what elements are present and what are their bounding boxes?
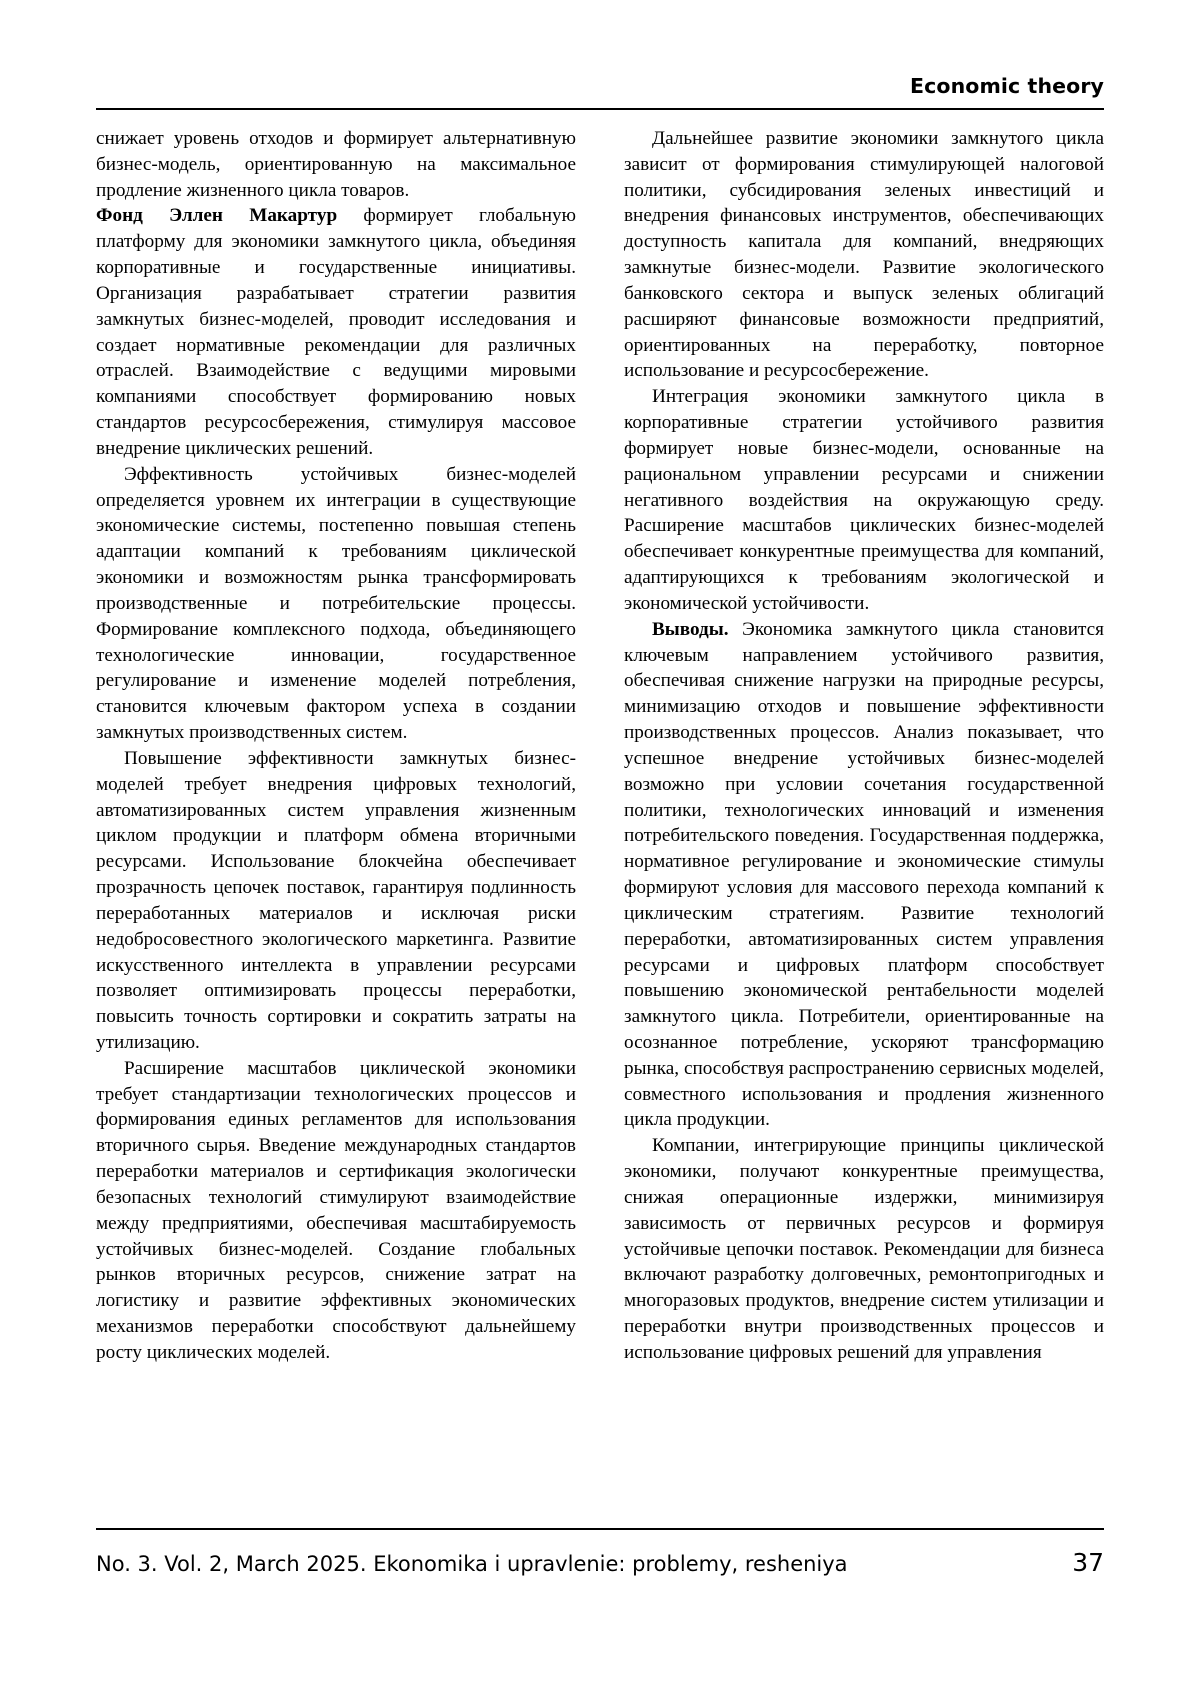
footer-citation: No. 3. Vol. 2, March 2025. Ekonomika i upravlenie: problemy, resheniya <box>96 1552 848 1576</box>
right-text-column <box>624 126 1104 1516</box>
body-paragraph <box>624 617 1104 1134</box>
paragraph-text: Компании, интегрирующие принципы циклической экономики, получают конкурентные преимущества, снижая операционные издержки, минимизируя зависимость от первичных ресурсов и формируя устойчивые цепочки поставок. Рекомендации для бизнеса включают разработку долговечных, ремонтопригодных и многоразовых продуктов, внедрение систем утилизации и переработки внутри производственных процессов и использование цифровых решений для управления <box>624 1135 1104 1363</box>
article-body <box>96 126 1104 1516</box>
body-paragraph <box>96 126 576 203</box>
section-title: Economic theory <box>910 74 1104 98</box>
paragraph-text: Дальнейшее развитие экономики замкнутого цикла зависит от формирования стимулирующей налоговой политики, субсидирования зеленых инвестиций и внедрения финансовых инструментов, обеспечивающих доступность капитала для компаний, внедряющих замкнутые бизнес-модели. Развитие экологического банковского сектора и выпуск зеленых облигаций расширяют финансовые возможности предприятий, ориентированных на переработку, повторное использование и ресурсосбережение. <box>624 128 1104 382</box>
paragraph-text: Эффективность устойчивых бизнес-моделей определяется уровнем их интеграции в существующие экономические системы, постепенно повышая степень адаптации компаний к требованиям циклической экономики и возможностям рынка трансформировать производственные и потребительские процессы. Формирование комплексного подхода, объединяющего технологические инновации, государственное регулирование и изменение моделей потребления, становится ключевым фактором успеха в создании замкнутых производственных систем. <box>96 463 576 744</box>
paragraph-text: Расширение масштабов циклической экономики требует стандартизации технологических процессов и формирования единых регламентов для использования вторичного сырья. Введение международных стандартов переработки материалов и сертификация экологически безопасных технологий стимулируют взаимодействие между предприятиями, обеспечивая масштабируемость устойчивых бизнес-моделей. Создание глобальных рынков вторичных ресурсов, снижение затрат на логистику и развитие эффективных экономических механизмов переработки способствуют дальнейшему росту циклических моделей. <box>96 1057 576 1363</box>
page-number: 37 <box>1072 1548 1104 1577</box>
body-paragraph <box>96 462 576 746</box>
paragraph-text: Экономика замкнутого цикла становится ключевым направлением устойчивого развития, обеспечивая снижение нагрузки на природные ресурсы, минимизацию отходов и повышение эффективности производственных процессов. Анализ показывает, что успешное внедрение устойчивых бизнес-моделей возможно при условии сочетания государственной политики, технологических инноваций и изменения потребительского поведения. Государственная поддержка, нормативное регулирование и экономические стимулы формируют условия для массового перехода компаний к циклическим стратегиям. Развитие технологий переработки, автоматизированных систем управления ресурсами и цифровых платформ способствует повышению экономической рентабельности моделей замкнутого цикла. Потребители, ориентированные на осознанное потребление, ускоряют трансформацию рынка, способствуя распространению сервисных моделей, совместного использования и продления жизненного цикла продукции. <box>624 618 1104 1131</box>
footer-divider <box>96 1528 1104 1530</box>
body-paragraph <box>96 746 576 1056</box>
paragraph-text: формирует глобальную платформу для экономики замкнутого цикла, объединяя корпоративные и государственные инициативы. Организация разрабатывает стратегии развития замкнутых бизнес-моделей, проводит исследования и создает нормативные рекомендации для различных отраслей. Взаимодействие с ведущими мировыми компаниями способствует формированию новых стандартов ресурсосбережения, стимулируя массовое внедрение циклических решений. <box>96 205 576 459</box>
body-paragraph <box>96 1056 576 1366</box>
body-paragraph <box>624 384 1104 616</box>
body-paragraph <box>624 1133 1104 1365</box>
page-footer <box>96 1548 1104 1577</box>
body-paragraph <box>624 126 1104 384</box>
paragraph-lead-in: Выводы. <box>652 618 729 640</box>
paragraph-text: Повышение эффективности замкнутых бизнес-моделей требует внедрения цифровых технологий, автоматизированных систем управления жизненным циклом продукции и платформ обмена вторичными ресурсами. Использование блокчейна обеспечивает прозрачность цепочек поставок, гарантируя подлинность переработанных материалов и исключая риски недобросовестного экологического маркетинга. Развитие искусственного интеллекта в управлении ресурсами позволяет оптимизировать процессы переработки, повысить точность сортировки и сократить затраты на утилизацию. <box>96 747 576 1053</box>
header-divider <box>96 108 1104 110</box>
left-text-column <box>96 126 576 1516</box>
paragraph-text: Интеграция экономики замкнутого цикла в корпоративные стратегии устойчивого развития формирует новые бизнес-модели, основанные на рациональном управлении ресурсами и снижении негативного воздействия на окружающую среду. Расширение масштабов циклических бизнес-моделей обеспечивает конкурентные преимущества для компаний, адаптирующихся к требованиям экологической и экономической устойчивости. <box>624 386 1104 614</box>
paragraph-text: снижает уровень отходов и формирует альтернативную бизнес-модель, ориентированную на максимальное продление жизненного цикла товаров. <box>96 128 576 201</box>
body-paragraph <box>96 203 576 461</box>
paragraph-lead-in: Фонд Эллен Макартур <box>96 205 338 227</box>
page-header <box>96 74 1104 98</box>
